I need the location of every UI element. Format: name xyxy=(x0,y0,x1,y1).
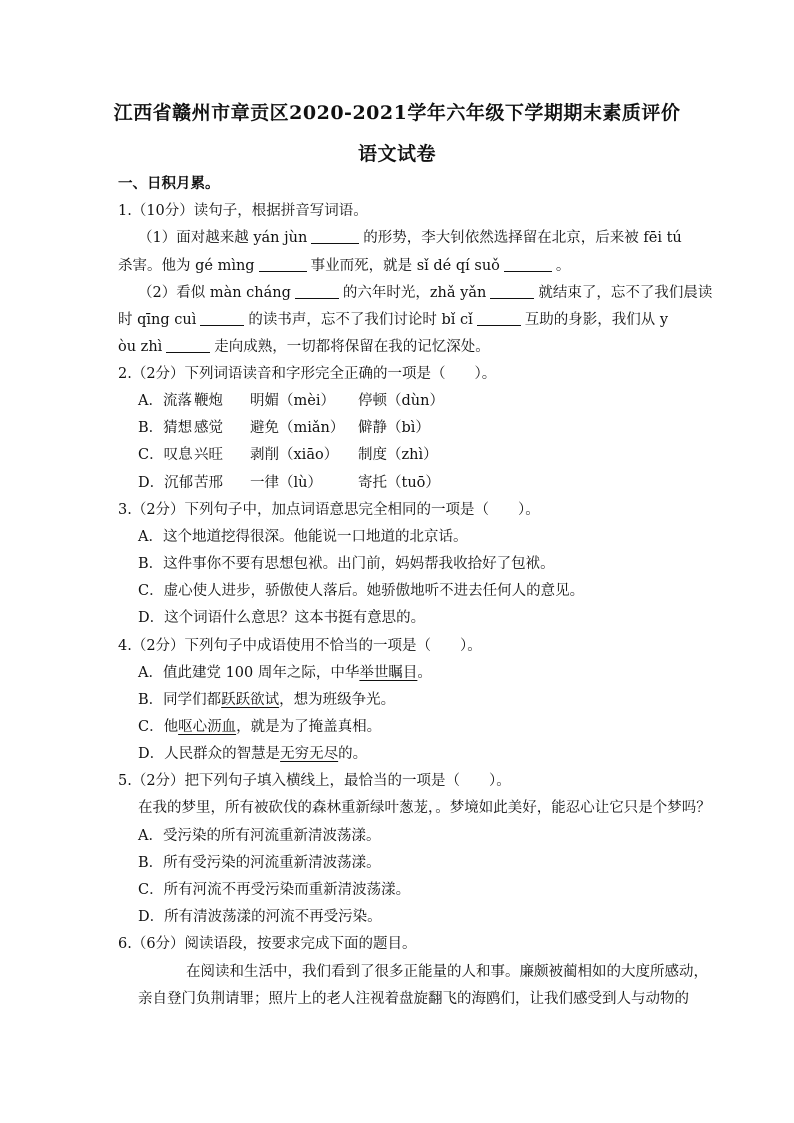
text: 。 xyxy=(417,665,432,681)
question-6-passage-line-2: 亲自登门负荆请罪；照片上的老人注视着盘旋翻飞的海鸥们，让我们感受到人与动物的 xyxy=(138,991,689,1007)
text: 走向成熟，一切都将保留在我的记忆深处。 xyxy=(214,339,490,355)
text: 杀害。他为 gé mìng xyxy=(118,258,255,274)
answer-blank[interactable] xyxy=(477,311,521,326)
answer-blank[interactable] xyxy=(504,257,552,272)
question-4-option-c xyxy=(138,717,381,737)
question-5-option-c: C．所有河流不再受污染而重新清波荡漾。 xyxy=(138,882,411,898)
question-3-option-b: B．这件事你不要有思想包袱。出门前，妈妈帮我收拾好了包袱。 xyxy=(138,556,555,572)
word: 鞭炮 xyxy=(194,393,223,409)
underlined-idiom: 跃跃欲试 xyxy=(221,692,280,708)
word: 避免（miǎn） xyxy=(250,420,345,436)
question-1-stem: 1.（10分）读句子，根据拼音写词语。 xyxy=(118,203,368,219)
answer-blank[interactable] xyxy=(200,311,244,326)
answer-blank[interactable] xyxy=(166,338,210,353)
question-6-stem: 6.（6分）阅读语段，按要求完成下面的题目。 xyxy=(118,936,417,952)
question-1-line-5 xyxy=(118,337,490,357)
text: ，就是为了掩盖真相。 xyxy=(236,719,382,735)
question-5-stem: 5.（2分）把下列句子填入横线上，最恰当的一项是（ ）。 xyxy=(118,773,511,789)
text: 互助的身影，我们从 y xyxy=(524,312,669,328)
question-2-option-a xyxy=(138,391,444,411)
question-3-option-d: D．这个词语什么意思？这本书挺有意思的。 xyxy=(138,610,426,626)
word: C．叹息 xyxy=(138,447,193,463)
text: ，想为班级争光。 xyxy=(279,692,396,708)
answer-blank[interactable] xyxy=(259,257,307,272)
answer-blank[interactable] xyxy=(490,284,534,299)
section-heading: 一、日积月累。 xyxy=(118,175,220,192)
text: B．同学们都 xyxy=(138,692,222,708)
text: （2）看似 màn cháng xyxy=(138,285,291,301)
text: òu zhì xyxy=(118,339,163,355)
question-4-option-d xyxy=(138,744,367,764)
question-2-option-b xyxy=(138,418,430,438)
question-5-option-a: A．受污染的所有河流重新清波荡漾。 xyxy=(138,828,381,844)
question-2-option-d xyxy=(138,473,440,493)
word: 明媚（mèi） xyxy=(250,393,335,409)
question-1-line-4 xyxy=(118,310,668,330)
word: 苦邢 xyxy=(194,475,223,491)
word: 兴旺 xyxy=(194,447,223,463)
answer-blank[interactable] xyxy=(311,229,359,244)
text: 。 xyxy=(555,258,571,274)
page-subtitle: 语文试卷 xyxy=(357,143,436,165)
question-3-stem: 3.（2分）下列句子中，加点词语意思完全相同的一项是（ ）。 xyxy=(118,502,540,518)
question-1-line-2 xyxy=(118,256,570,276)
text: A．值此建党 100 周年之际，中华 xyxy=(138,665,360,681)
question-1-line-1 xyxy=(138,228,682,248)
word: 一律（lù） xyxy=(250,475,322,491)
underlined-idiom: 举世瞩目 xyxy=(359,665,418,681)
underlined-idiom: 呕心沥血 xyxy=(178,719,237,735)
question-5-option-d: D．所有清波荡漾的河流不再受污染。 xyxy=(138,909,382,925)
text: 的读书声，忘不了我们讨论时 bǐ cǐ xyxy=(248,312,473,328)
page-title: 江西省赣州市章贡区2020-2021学年六年级下学期期末素质评价 xyxy=(113,102,681,124)
question-5-option-b: B．所有受污染的河流重新清波荡漾。 xyxy=(138,855,381,871)
word: 感觉 xyxy=(194,420,223,436)
text: D．人民群众的智慧是 xyxy=(138,746,281,762)
question-4-stem: 4.（2分）下列句子中成语使用不恰当的一项是（ ）。 xyxy=(118,638,482,654)
text: C．他 xyxy=(138,719,179,735)
text: （1）面对越来越 yán jùn xyxy=(138,230,308,246)
text: 的六年时光，zhǎ yǎn xyxy=(342,285,487,301)
question-6-passage-line-1: 在阅读和生活中，我们看到了很多正能量的人和事。廉颇被蔺相如的大度所感动， xyxy=(186,964,708,980)
text: 时 qīng cuì xyxy=(118,312,197,328)
word: D．沉郁 xyxy=(138,475,194,491)
question-4-option-b xyxy=(138,690,395,710)
word: 制度（zhì） xyxy=(358,447,438,463)
word: 剥削（xiāo） xyxy=(250,447,339,463)
text: 事业而死，就是 sǐ dé qí suǒ xyxy=(310,258,500,274)
question-2-stem: 2.（2分）下列词语读音和字形完全正确的一项是（ ）。 xyxy=(118,366,497,382)
question-2-option-c xyxy=(138,445,438,465)
word: A．流落 xyxy=(138,393,192,409)
answer-blank[interactable] xyxy=(295,284,339,299)
word: 寄托（tuō） xyxy=(358,475,440,491)
word: 僻静（bì） xyxy=(358,420,430,436)
question-4-option-a xyxy=(138,663,432,683)
text: 的形势，李大钊依然选择留在北京，后来被 fēi tú xyxy=(363,230,682,246)
underlined-idiom: 无穷无尽 xyxy=(280,746,339,762)
question-1-line-3 xyxy=(138,283,712,303)
question-3-option-c: C．虚心使人进步，骄傲使人落后。她骄傲地听不进去任何人的意见。 xyxy=(138,583,585,599)
question-3-option-a: A．这个地道挖得很深。他能说一口地道的北京话。 xyxy=(138,529,468,545)
word: B．猜想 xyxy=(138,420,193,436)
text: 的。 xyxy=(338,746,368,762)
question-5-context: 在我的梦里，所有被砍伐的森林重新绿叶葱茏，。梦境如此美好，能忍心让它只是个梦吗？ xyxy=(138,800,711,816)
word: 停顿（dùn） xyxy=(358,393,444,409)
text: 就结束了，忘不了我们晨读 xyxy=(538,285,713,301)
